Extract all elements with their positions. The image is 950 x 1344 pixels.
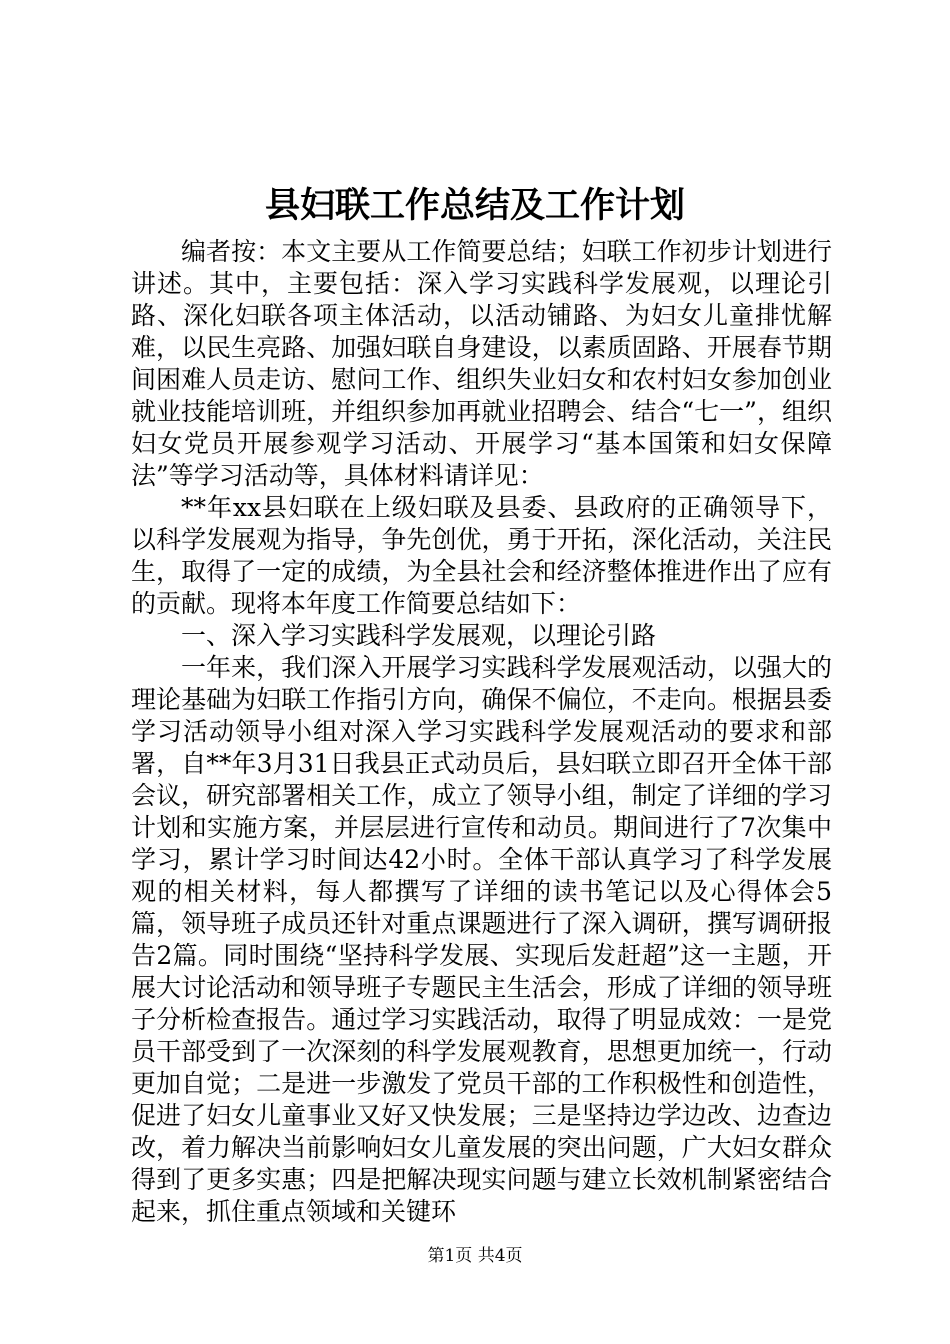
document-body [131,236,832,1228]
page-number-footer: 第1页 共4页 [427,1246,523,1266]
section-body-paragraph: 一年来，我们深入开展学习实践科学发展观活动，以强大的理论基础为妇联工作指引方向，确保不偏位，不走向。根据县委学习活动领导小组对深入学习实践科学发展观活动的要求和部署，自**年3月31日我县正式动员后，县妇联立即召开全体干部会议，研究部署相关工作，成立了领导小组，制定了详细的学习计划和实施方案，并层层进行宣传和动员。期间进行了7次集中学习，累计学习时间达42小时。全体干部认真学习了科学发展观的相关材料，每人都撰写了详细的读书笔记以及心得体会5篇，领导班子成员还针对重点课题进行了深入调研，撰写调研报告2篇。同时围绕“坚持科学发展、实现后发赶超”这一主题，开展大讨论活动和领导班子专题民主生活会，形成了详细的领导班子分析检查报告。通过学习实践活动，取得了明显成效：一是党员干部受到了一次深刻的科学发展观教育，思想更加统一，行动更加自觉；二是进一步激发了党员干部的工作积极性和创造性，促进了妇女儿童事业又好又快发展；三是坚持边学边改、边查边改，着力解决当前影响妇女儿童发展的突出问题，广大妇女群众得到了更多实惠；四是把解决现实问题与建立长效机制紧密结合起来，抓住重点领域和关键环 [131,653,832,1226]
section-heading: 一、深入学习实践科学发展观，以理论引路 [181,621,657,650]
editor-note-paragraph: 编者按：本文主要从工作简要总结；妇联工作初步计划进行讲述。其中，主要包括：深入学习实践科学发展观，以理论引路、深化妇联各项主体活动，以活动铺路、为妇女儿童排忧解难，以民生亮路、加强妇联自身建设，以素质固路、开展春节期间困难人员走访、慰问工作、组织失业妇女和农村妇女参加创业就业技能培训班，并组织参加再就业招聘会、结合“七一”，组织妇女党员开展参观学习活动、开展学习“基本国策和妇女保障法”等学习活动等，具体材料请详见： [131,237,832,490]
document-title: 县妇联工作总结及工作计划 [264,185,685,226]
intro-paragraph: **年xx县妇联在上级妇联及县委、县政府的正确领导下，以科学发展观为指导，争先创优，勇于开拓，深化活动，关注民生，取得了一定的成绩，为全县社会和经济整体推进作出了应有的贡献。现将本年度工作简要总结如下： [131,493,832,618]
